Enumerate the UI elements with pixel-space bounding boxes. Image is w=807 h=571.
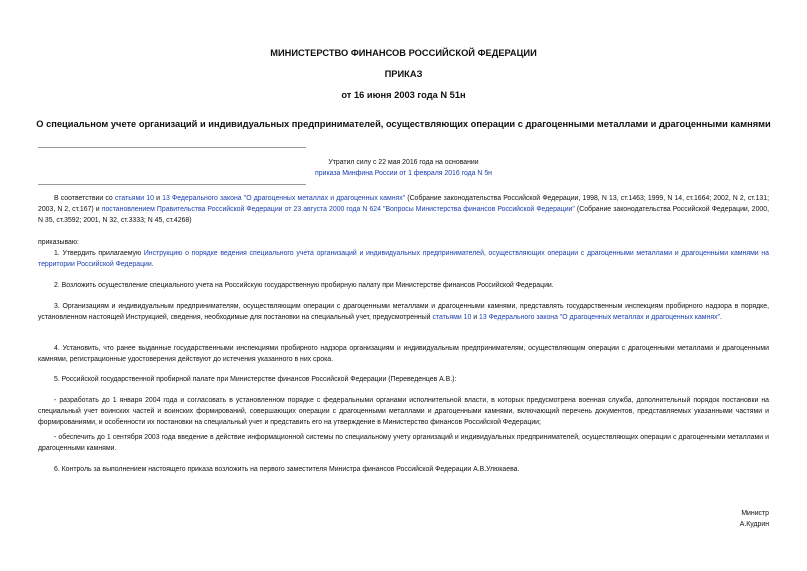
item-5-subitem-b: - обеспечить до 1 сентября 2003 года введение в действие информационной системы по специальному учету организаций и индивидуальных предпринимателей, осуществляющих операции с драгоценными металлами и драгоценными камнями. xyxy=(38,434,769,452)
item-5-subitem-a: - разработать до 1 января 2004 года и согласовать в установленном порядке с федеральными органами исполнительной власти, в которых предусмотрена военная служба, дополнительный порядок постановки на специальный учет воинских частей и воинских формирований, совершающих операции с драгоценными металлами и драгоценными камнями, включающий перечень документов, представляемых указанными частями и формированиями, и особенности их постановки на специальный учет и представить его на утверждение в Министерство финансов Российской Федерации; xyxy=(38,397,769,426)
item-3 xyxy=(38,302,769,324)
document-type: ПРИКАЗ xyxy=(384,69,423,79)
intro-paragraph xyxy=(38,194,769,226)
signature-position: Министр xyxy=(741,510,769,517)
intro-text-4: (Собрание законодательства Российской Федерации, 2000, N 35, ст.3592; 2001, N 32, ст.3333; N 45, ст.4268) xyxy=(38,205,769,224)
item-5: 5. Российской государственной пробирной палате при Министерстве финансов Российской Федерации (Переведенцев А.В.): xyxy=(54,376,457,383)
link-federal-law-13-item3[interactable]: 13 Федерального закона "О драгоценных металлах и драгоценных камнях" xyxy=(478,313,720,321)
item-1-text-1: 1. Утвердить прилагаемую xyxy=(54,250,144,257)
link-government-resolution[interactable]: постановлением Правительства Российской Федерации от 23 августа 2000 года N 624 "Вопросы Министерства финансов Российской Федерации" xyxy=(101,205,575,213)
item-2: 2. Возложить осуществление специального учета на Российскую государственную пробирную палату при Министерстве финансов Российской Федерации. xyxy=(54,282,554,289)
link-article-10-item3[interactable]: статьями 10 xyxy=(432,313,472,321)
intro-text-2: и xyxy=(153,195,163,202)
link-instruction[interactable]: Инструкцию о порядке ведения специального учета организаций и индивидуальных предпринимателей, осуществляющих операции с драгоценными металлами и драгоценными камнями на территории Российской Федерации xyxy=(38,250,770,268)
document-title: О специальном учете организаций и индивидуальных предпринимателей, осуществляющих операции с драгоценными металлами и драгоценными камнями xyxy=(36,119,771,129)
intro-text-1: В соответствии со xyxy=(54,195,115,202)
item-3-text-2: и xyxy=(471,313,479,321)
item-6: 6. Контроль за выполнением настоящего приказа возложить на первого заместителя Министра финансов Российской Федерации А.В.Улюкаева. xyxy=(54,466,520,473)
item-1-text-2: . xyxy=(151,260,154,268)
item-3-text-3: . xyxy=(719,313,722,321)
order-word: приказываю: xyxy=(38,239,79,246)
status-note-line: Утратил силу с 22 мая 2016 года на основании xyxy=(328,159,479,166)
divider-top xyxy=(38,147,306,148)
item-4: 4. Установить, что ранее выданные государственными инспекциями пробирного надзора организациям и индивидуальным предпринимателям, осуществляющим операции с драгоценными металлами и драгоценными камнями, регистрационные удостоверения действуют до истечения указанного в них срока. xyxy=(38,345,769,363)
item-3-text-1: 3. Организациям и индивидуальным предпринимателям, осуществляющим операции с драгоценными металлами и драгоценными камнями, представлять государственным инспекциям пробирного надзора в порядке, установленном настоящей Инструкцией, сведения, необходимые для постановки на специальный учет, предусмотренный xyxy=(38,303,769,321)
status-note-link[interactable]: приказа Минфина России от 1 февраля 2016 года N 5н xyxy=(315,170,492,177)
document-date-number: от 16 июня 2003 года N 51н xyxy=(341,90,466,100)
signature-block xyxy=(740,508,769,530)
ministry-header: МИНИСТЕРСТВО ФИНАНСОВ РОССИЙСКОЙ ФЕДЕРАЦИИ xyxy=(270,48,537,58)
link-federal-law-13[interactable]: 13 Федерального закона "О драгоценных металлах и драгоценных камнях" xyxy=(162,195,406,202)
signature-name: А.Кудрин xyxy=(739,521,769,528)
intro-text-3: (Собрание законодательства Российской Федерации, 1998, N 13, ст.1463; 1999, N 14, ст.1664; 2002, N 2, ст.131; 2003, N 2, ст.167) и xyxy=(38,195,769,213)
link-article-10[interactable]: статьями 10 xyxy=(114,195,154,202)
divider-bottom xyxy=(38,184,306,185)
status-note xyxy=(0,157,807,179)
item-1 xyxy=(38,249,769,271)
